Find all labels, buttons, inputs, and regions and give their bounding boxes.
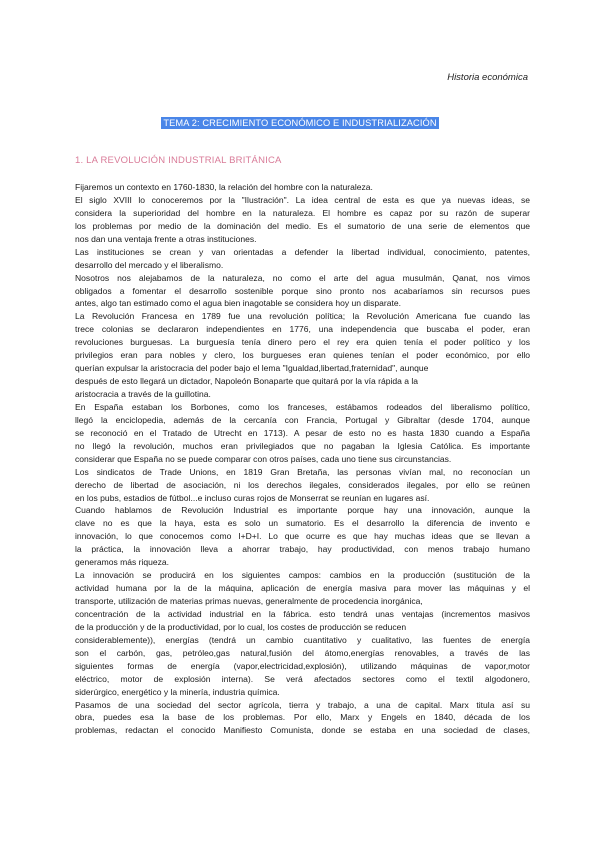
text-line: trece colonias se declararon independientes en 1776, una independencia que buscaba el poder, eran	[75, 324, 530, 335]
text-line: La innovación se producirá en los siguientes campos: cambios en la producción (sustitución de la	[75, 570, 530, 581]
text-line: Los sindicatos de Trade Unions, en 1819 Gran Bretaña, las personas vivían mal, no reconocían un	[75, 466, 530, 477]
text-line: considera la superioridad del hombre en la naturaleza. El hombre es capaz por su razón de superar	[75, 207, 530, 218]
text-line: derecho de libertad de asociación, ni los derechos ilegales, considerados ilegales, por ello se reúnen	[75, 479, 530, 490]
text-line: generamos más riqueza.	[75, 557, 170, 568]
text-line: los problemas por medio de la dominación del medio. Es el sumatorio de una serie de elementos que	[75, 220, 530, 231]
text-line: El siglo XVIII lo conoceremos por la "Ilustración". La idea central de esta es que ya nuevas ideas, se	[75, 194, 530, 205]
text-line: querían expulsar la aristocracia del poder bajo el lema "Igualdad,libertad,fraternidad", aunque	[75, 363, 429, 374]
text-line: llegó la enciclopedia, además de la cercanía con Francia, Portugal y Gibraltar (desde 1704, aunque	[75, 414, 530, 425]
text-line: aristocracia a través de la guillotina.	[75, 389, 211, 399]
text-line: la práctica, la innovación lleva a ahorrar trabajo, hay productividad, con menos trabajo humano	[75, 544, 530, 555]
title-container	[0, 113, 600, 131]
text-line: Las instituciones se crean y van orientadas a defender la libertad individual, conocimiento, patentes,	[75, 246, 530, 257]
text-line: Pasamos de una sociedad del sector agrícola, tierra y trabajo, a una de capital. Marx titula así su	[75, 699, 530, 710]
text-line: siguientes formas de energía (vapor,electricidad,explosión), utilizando máquinas de vapor,motor	[75, 660, 530, 671]
text-line: innovación, lo que conocemos como I+D+I. Lo que ocurre es que hay muchas ideas que se llevan a	[75, 531, 530, 542]
text-line: eléctrico, motor de explosión interna). Se verá afectados sectores como el textil algodonero,	[75, 673, 530, 684]
text-line: considerar que España no se puede comparar con otros países, cada uno tiene sus circunstancias.	[75, 453, 452, 464]
text-line: nos dan una ventaja frente a otras instituciones.	[75, 233, 257, 244]
text-line: se reconoció en el Tratado de Utrecht en 1713). A pesar de esto no es hasta 1830 cuando a España	[75, 427, 530, 438]
text-line: después de esto llegará un dictador, Napoleón Bonaparte que quitará por la vía rápida a la	[75, 376, 419, 387]
text-line: revoluciones burguesas. La burguesía tenía dinero pero el rey era quien tenía el poder político y los	[75, 337, 530, 348]
text-line: en los pubs, estadios de fútbol...e incluso curas rojos de Monserrat se reunían en lugares así.	[75, 492, 430, 503]
text-line: actividad humana por la de la máquina, aplicación de energía masiva para mover las máquinas y el	[75, 583, 530, 594]
text-line: Nosotros nos alejabamos de la naturaleza, no como el arte del agua musulmán, Qanat, nos vimos	[75, 272, 530, 283]
text-line: Fijaremos un contexto en 1760-1830, la relación del hombre con la naturaleza.	[75, 182, 373, 192]
text-line: obra, puedes esa la base de los problemas. Por ello, Marx y Engels en 1840, década de los	[75, 712, 530, 723]
text-line: En España estaban los Borbones, como los franceses, estábamos rodeados del liberalismo político,	[75, 401, 530, 412]
text-line: desarrollo del mercado y el liberalismo.	[75, 259, 224, 270]
text-line: privilegios eran para nobles y clero, los burgueses eran quienes tenían el poder económico, por ello	[75, 350, 530, 361]
text-line: de la producción y de la productividad, por lo cual, los costes de producción se reducen	[75, 621, 407, 632]
text-line: problemas, redactan el conocido Manifiesto Comunista, donde se estaba en una sociedad de clases,	[75, 725, 530, 736]
text-line: no llegó la revolución, muchos eran privilegiados que no pagaban la Iglesia Católica. Es importante	[75, 440, 530, 451]
text-line: considerablemente)), energías (tendrá un cambio cuantitativo y cualitativo, las fuentes de energía	[75, 634, 530, 645]
text-line: obligados a fomentar el desarrollo sostenible porque sino pronto nos acabaríamos sin recursos pues	[75, 285, 530, 296]
section-heading: 1. LA REVOLUCIÓN INDUSTRIAL BRITÁNICA	[75, 155, 282, 166]
topic-title: TEMA 2: CRECIMIENTO ECONÓMICO E INDUSTRIALIZACIÓN	[163, 118, 437, 128]
text-line: antes, algo tan estimado como el agua bien inagotable se considera hoy un disparate.	[75, 298, 401, 309]
text-line: son el carbón, gas, petróleo,gas natural,fusión del átomo,energías renovables, a través de las	[75, 647, 530, 658]
text-line: Cuando hablamos de Revolución Industrial es importante porque hay una innovación, aunque la	[75, 505, 530, 516]
text-line: La Revolución Francesa en 1789 fue una revolución política; la Revolución Americana fue cuando las	[75, 311, 530, 322]
subject-header: Historia económica	[447, 72, 528, 83]
text-line: siderúrgico, energético y la minería, industria química.	[75, 686, 280, 697]
text-line: concentración de la actividad industrial en la fábrica. esto tendrá unas ventajas (incrementos masivos	[75, 608, 530, 619]
text-line: clave no es que la haya, esta es solo un sumatorio. Es el desarrollo la diferencia de invento e	[75, 518, 530, 529]
text-line: transporte, utilización de materias primas nuevas, generalmente de procedencia inorgánica,	[75, 596, 423, 606]
document-body	[75, 181, 530, 737]
